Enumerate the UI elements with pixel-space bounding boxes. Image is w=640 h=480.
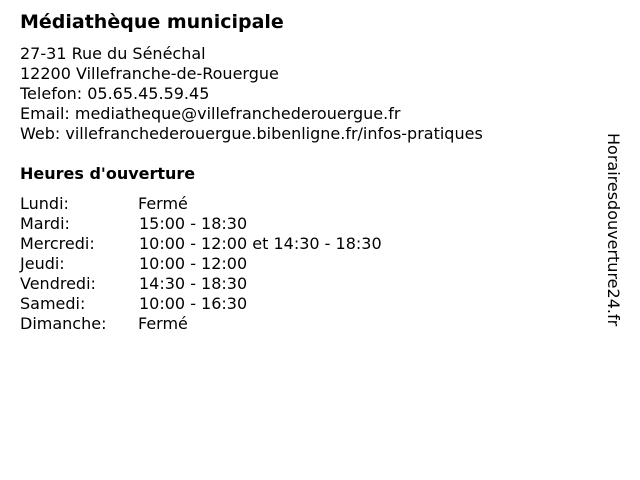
day-label: Vendredi: — [20, 274, 96, 293]
day-label: Mardi: — [20, 214, 70, 233]
address-block — [20, 44, 483, 144]
day-hours: 10:00 - 12:00 — [139, 254, 248, 273]
street-address: 27-31 Rue du Sénéchal — [20, 44, 206, 63]
phone-line: Telefon: 05.65.45.59.45 — [20, 84, 210, 103]
email-line: Email: mediatheque@villefranchederouergue.fr — [20, 104, 401, 123]
day-label: Lundi: — [20, 194, 69, 213]
day-label: Dimanche: — [20, 314, 107, 333]
day-label: Jeudi: — [20, 254, 65, 273]
day-hours: Fermé — [138, 314, 188, 333]
day-label: Samedi: — [20, 294, 86, 313]
day-hours: 15:00 - 18:30 — [139, 214, 248, 233]
site-watermark: Horairesdouverture24.fr — [604, 133, 623, 327]
day-hours: 10:00 - 12:00 et 14:30 - 18:30 — [139, 234, 382, 253]
day-hours: 14:30 - 18:30 — [139, 274, 248, 293]
library-name: Médiathèque municipale — [20, 11, 284, 33]
day-hours: 10:00 - 16:30 — [139, 294, 248, 313]
day-label: Mercredi: — [20, 234, 95, 253]
opening-hours-heading: Heures d'ouverture — [20, 164, 196, 183]
day-hours: Fermé — [138, 194, 188, 213]
web-line: Web: villefranchederouergue.bibenligne.fr/infos-pratiques — [20, 124, 483, 143]
city-line: 12200 Villefranche-de-Rouergue — [20, 64, 279, 83]
